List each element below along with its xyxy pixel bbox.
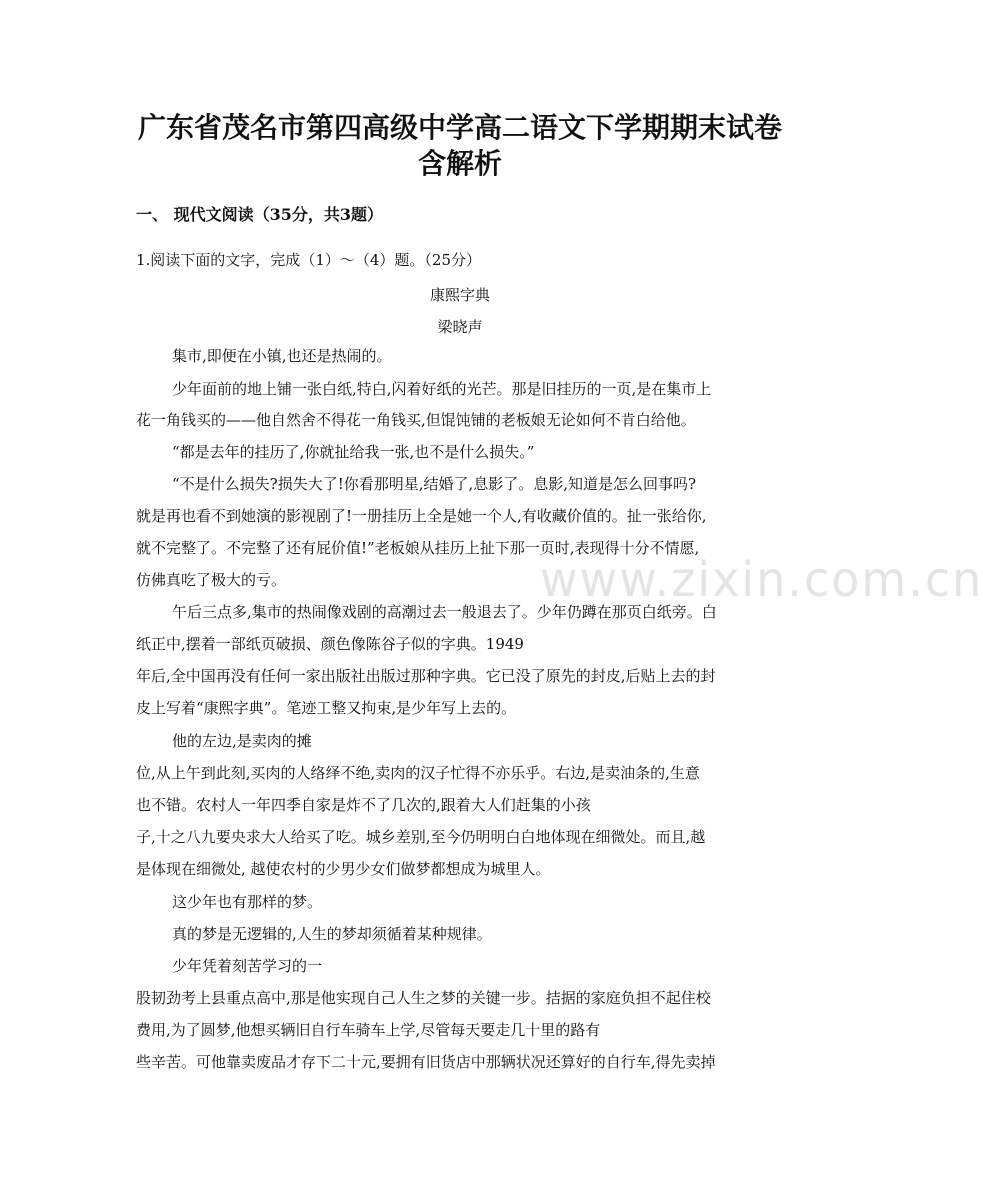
text-line: 是体现在细微处, 越使农村的少男少女们做梦都想成为城里人。 — [136, 860, 551, 878]
text-line: 些辛苦。可他靠卖废品才存下二十元,要拥有旧货店中那辆状况还算好的自行车,得先卖掉 — [136, 1053, 716, 1071]
section-heading: 一、 现代文阅读（35分，共3题） — [136, 205, 383, 224]
text-line: 仿佛真吃了极大的亏。 — [136, 571, 287, 589]
article-title: 康熙字典 — [429, 286, 490, 304]
text-line: 集市,即便在小镇,也还是热闹的。 — [172, 347, 392, 365]
text-line: 纸正中,摆着一部纸页破损、颜色像陈谷子似的字典。1949 — [136, 635, 524, 653]
article-author: 梁晓声 — [437, 318, 483, 336]
document-title-line-2: 含解析 — [417, 147, 502, 180]
text-line: 费用,为了圆梦,他想买辆旧自行车骑车上学,尽管每天要走几十里的路有 — [136, 1021, 601, 1039]
text-line: 就是再也看不到她演的影视剧了!一册挂历上全是她一个人,有收藏价值的。扯一张给你, — [136, 507, 707, 525]
text-line: 他的左边,是卖肉的摊 — [172, 732, 312, 750]
text-line: 也不错。农村人一年四季自家是炸不了几次的,跟着大人们赶集的小孩 — [136, 796, 591, 814]
text-line: 真的梦是无逻辑的,人生的梦却须循着某种规律。 — [172, 925, 492, 943]
text-line: 就不完整了。不完整了还有屁价值!”老板娘从挂历上扯下那一页时,表现得十分不情愿, — [136, 539, 700, 557]
text-line: 花一角钱买的——他自然舍不得花一角钱买,但馄饨铺的老板娘无论如何不肯白给他。 — [136, 411, 696, 429]
text-line: “不是什么损失?损失大了!你看那明星,结婚了,息影了。息影,知道是怎么回事吗? — [172, 475, 697, 493]
text-line: 这少年也有那样的梦。 — [172, 893, 323, 911]
watermark: www.zixin.com.cn — [540, 550, 983, 608]
text-line: 少年面前的地上铺一张白纸,特白,闪着好纸的光芒。那是旧挂历的一页,是在集市上 — [172, 380, 712, 398]
text-line: 股韧劲考上县重点高中,那是他实现自己人生之梦的关键一步。拮据的家庭负担不起住校 — [136, 989, 711, 1007]
text-line: 位,从上午到此刻,买肉的人络绎不绝,卖肉的汉子忙得不亦乐乎。右边,是卖油条的,生意 — [136, 764, 700, 782]
text-line: 午后三点多,集市的热闹像戏剧的高潮过去一般退去了。少年仍蹲在那页白纸旁。白 — [172, 603, 717, 621]
text-line: 子,十之八九要央求大人给买了吃。城乡差别,至今仍明明白白地体现在细微处。而且,越 — [136, 828, 706, 846]
text-line: “都是去年的挂历了,你就扯给我一张,也不是什么损失。” — [172, 443, 535, 461]
question-prompt: 1.阅读下面的文字，完成（1）～（4）题。（25分） — [136, 251, 481, 269]
text-line: 皮上写着“康熙字典”。笔迹工整又拘束,是少年写上去的。 — [136, 699, 517, 717]
document-title-line-1: 广东省茂名市第四高级中学高二语文下学期期末试卷 — [137, 111, 782, 144]
text-line: 少年凭着刻苦学习的一 — [172, 957, 323, 975]
text-line: 年后,全中国再没有任何一家出版社出版过那种字典。它已没了原先的封皮,后贴上去的封 — [136, 667, 716, 685]
